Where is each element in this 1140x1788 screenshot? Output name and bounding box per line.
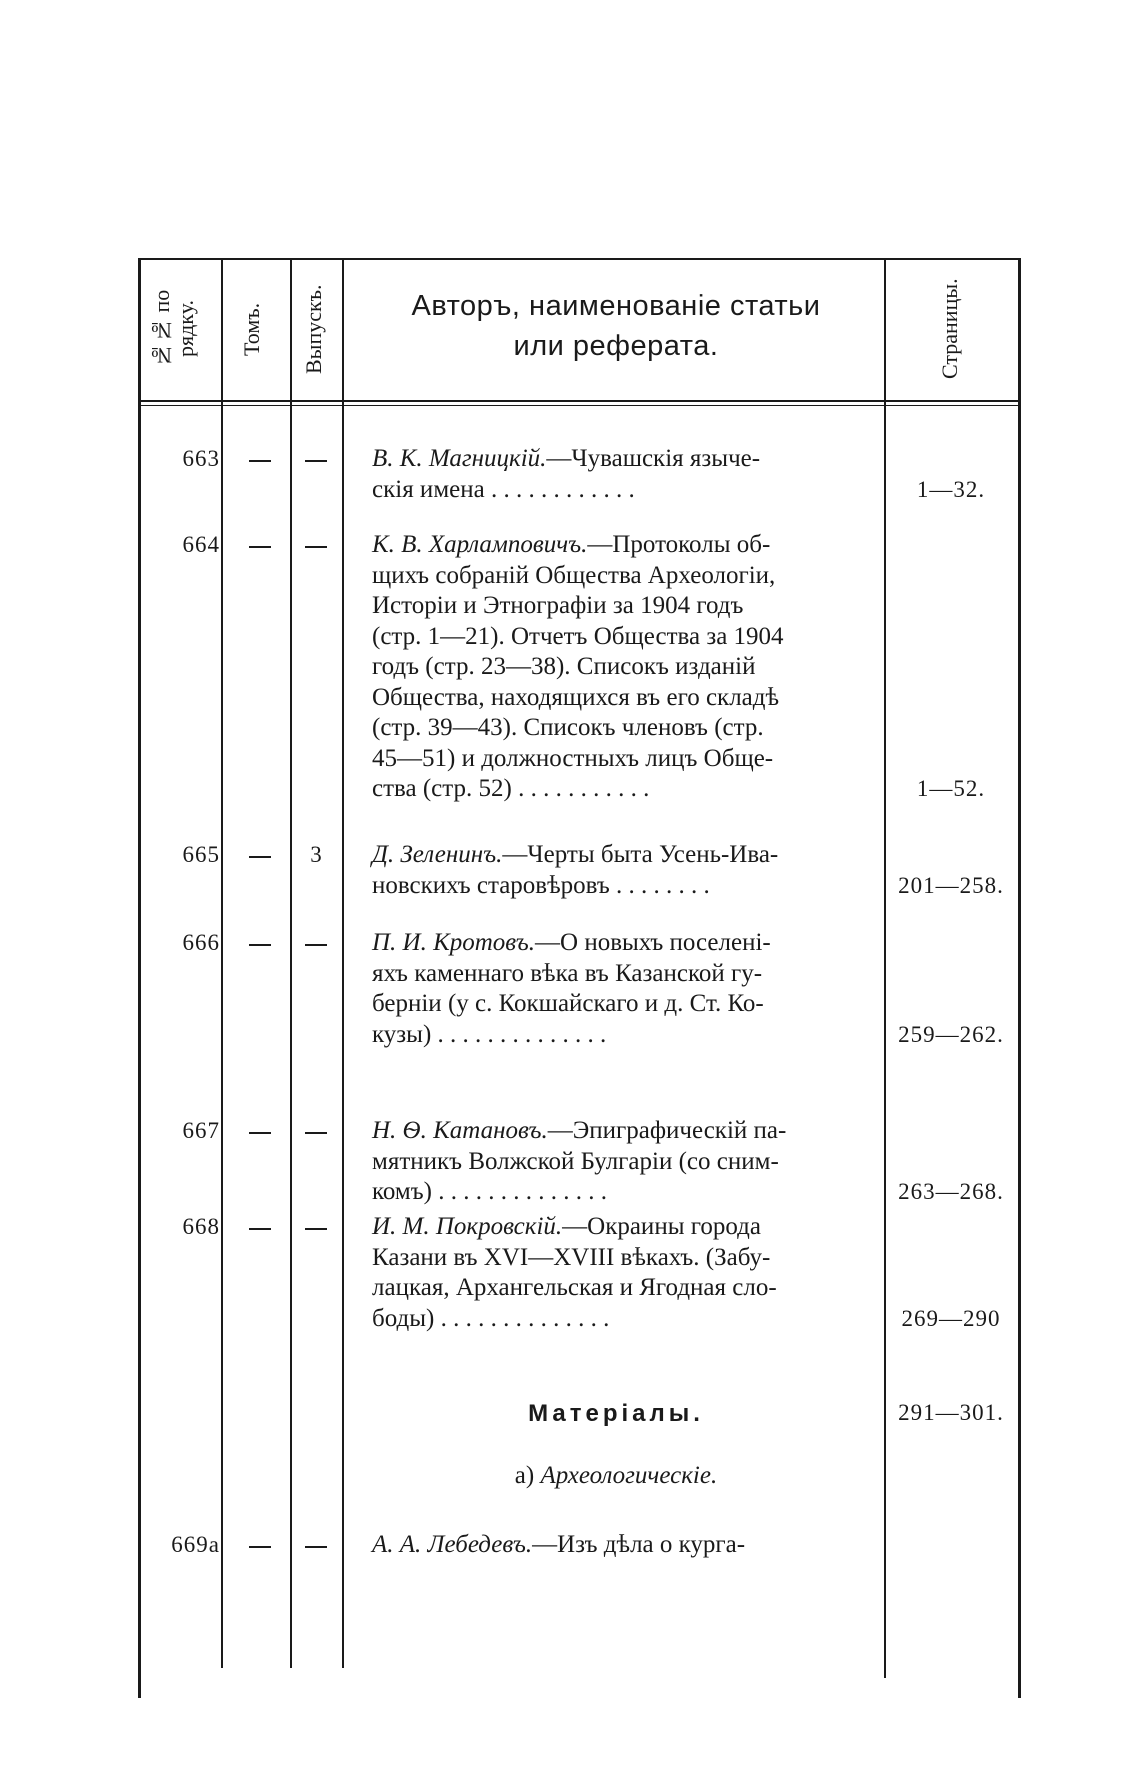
entry-title-line: берніи (у с. Кокшайскаго и д. Ст. Ко- xyxy=(372,990,764,1017)
dash-mark xyxy=(249,1132,271,1134)
section-heading: Матеріалы. xyxy=(528,1400,704,1427)
entry-pages: 201—258. xyxy=(898,873,1004,898)
entry-text xyxy=(372,928,872,1050)
entry-title-line: Общества, находящихся въ его складѣ xyxy=(372,683,780,711)
entry-author: Д. Зеленинъ. xyxy=(372,841,503,868)
section-pages: 291—301. xyxy=(898,1400,1004,1425)
entry-title-line: —Изъ дѣла о курга- xyxy=(532,1531,746,1558)
dash-mark xyxy=(249,460,271,462)
entry-title-line: мятникъ Волжской Булгаріи (со сним- xyxy=(372,1147,779,1175)
entry-volume xyxy=(230,840,290,870)
entry-volume xyxy=(230,1212,290,1242)
column-divider-main-pages xyxy=(884,258,886,1678)
dash-mark xyxy=(249,856,271,858)
entry-issue xyxy=(290,1530,342,1560)
entry-pages: 263—268. xyxy=(898,1179,1004,1204)
column-divider-issue-main xyxy=(342,258,344,1668)
entry-pages: 259—262. xyxy=(898,1022,1004,1047)
entry-author: Н. Ѳ. Катановъ. xyxy=(372,1117,548,1144)
entry-title-line: годъ (стр. 23—38). Списокъ изданій xyxy=(372,653,756,680)
entry-number: 667 xyxy=(182,1118,220,1143)
entry-volume xyxy=(230,1116,290,1146)
entry-pages: 1—32. xyxy=(916,477,986,502)
entry-title-line: боды) . . . . . . . . . . . . . . xyxy=(372,1304,610,1332)
entry-volume xyxy=(230,928,290,958)
subsection-prefix: а) xyxy=(514,1462,541,1489)
entry-volume xyxy=(230,444,290,474)
entry-title-line: скія имена . . . . . . . . . . . . xyxy=(372,475,635,503)
entry-title-line: —Эпиграфическій па- xyxy=(547,1117,787,1144)
dash-mark xyxy=(249,944,271,946)
entry-text xyxy=(372,1530,872,1561)
entry-number: 666 xyxy=(182,930,220,955)
entry-issue xyxy=(290,444,342,474)
header-col-issue: Выпускъ. xyxy=(301,284,326,374)
entry-author: П. И. Кротовъ. xyxy=(372,929,536,956)
dash-mark xyxy=(305,460,327,462)
dash-mark xyxy=(305,546,327,548)
entry-text xyxy=(372,840,872,901)
dash-mark xyxy=(249,546,271,548)
entry-title-line: —Чувашскія языче- xyxy=(546,445,761,472)
entry-text xyxy=(372,1116,872,1208)
subsection-title: Археологическіе. xyxy=(540,1462,718,1489)
entry-title-line: —Окраины города xyxy=(562,1213,761,1240)
entry-issue xyxy=(290,530,342,560)
entry-pages: 269—290 xyxy=(901,1306,1001,1331)
dash-mark xyxy=(305,1132,327,1134)
dash-mark xyxy=(249,1228,271,1230)
entry-number: 669а xyxy=(171,1532,220,1557)
header-main-line1: Авторъ, наименованіе статьи xyxy=(411,290,821,322)
entry-title-line: —Протоколы об- xyxy=(587,531,771,558)
entry-text xyxy=(372,1212,872,1334)
entry-number: 663 xyxy=(182,446,220,471)
entry-author: К. В. Харламповичъ. xyxy=(372,531,588,558)
dash-mark xyxy=(249,1546,271,1548)
table-border-left xyxy=(138,258,141,1698)
entry-title-line: кузы) . . . . . . . . . . . . . . xyxy=(372,1020,607,1048)
entry-author: В. К. Магницкій. xyxy=(372,445,547,472)
entry-number: 664 xyxy=(182,532,220,557)
entry-title-line: (стр. 1—21). Отчетъ Общества за 1904 xyxy=(372,622,784,650)
entry-title-line: (стр. 39—43). Списокъ членовъ (стр. xyxy=(372,714,764,741)
header-bottom-rule xyxy=(140,400,1020,402)
column-divider-num-vol xyxy=(221,258,223,1668)
entry-number: 665 xyxy=(182,842,220,867)
header-bottom-rule-double xyxy=(140,405,1020,406)
entry-number: 668 xyxy=(182,1214,220,1239)
dash-mark xyxy=(305,1228,327,1230)
table-top-rule xyxy=(140,258,1020,260)
entry-issue xyxy=(290,928,342,958)
entry-issue xyxy=(290,1116,342,1146)
entry-text xyxy=(372,444,872,505)
dash-mark xyxy=(305,1546,327,1548)
header-col-pages: Страницы. xyxy=(937,278,962,380)
table-border-right xyxy=(1018,258,1021,1698)
entry-title-line: яхъ каменнаго вѣка въ Казанской гу- xyxy=(372,959,763,987)
entry-issue xyxy=(290,1212,342,1242)
subsection-heading xyxy=(348,1462,884,1490)
entry-title-line: комъ) . . . . . . . . . . . . . . xyxy=(372,1178,607,1205)
entry-title-line: 45—51) и должностныхъ лицъ Обще- xyxy=(372,744,774,772)
dash-mark xyxy=(305,944,327,946)
entry-title-line: щихъ собраній Общества Археологіи, xyxy=(372,561,776,589)
header-col-main xyxy=(348,286,884,366)
entry-title-line: —Черты быта Усень-Ива- xyxy=(502,841,779,868)
entry-volume xyxy=(230,1530,290,1560)
entry-title-line: новскихъ старовѣровъ . . . . . . . . xyxy=(372,871,710,899)
entry-volume xyxy=(230,530,290,560)
entry-title-line: Казани въ XVI—XVIII вѣкахъ. (Забу- xyxy=(372,1243,771,1271)
entry-title-line: ства (стр. 52) . . . . . . . . . . . xyxy=(372,775,650,802)
header-col-number: №№ по рядку. xyxy=(149,289,198,369)
entry-pages: 1—52. xyxy=(916,776,986,801)
header-main-line2: или реферата. xyxy=(513,330,719,362)
entry-author: И. М. Покровскій. xyxy=(372,1213,563,1240)
entry-title-line: —О новыхъ поселені- xyxy=(535,929,771,956)
entry-issue: 3 xyxy=(310,842,322,867)
entry-title-line: лацкая, Архангельская и Ягодная сло- xyxy=(372,1274,777,1301)
entry-title-line: Исторіи и Этнографіи за 1904 годъ xyxy=(372,592,744,619)
entry-author: А. А. Лебедевъ. xyxy=(372,1531,533,1558)
header-col-volume: Томъ. xyxy=(239,302,264,356)
entry-text xyxy=(372,530,872,805)
